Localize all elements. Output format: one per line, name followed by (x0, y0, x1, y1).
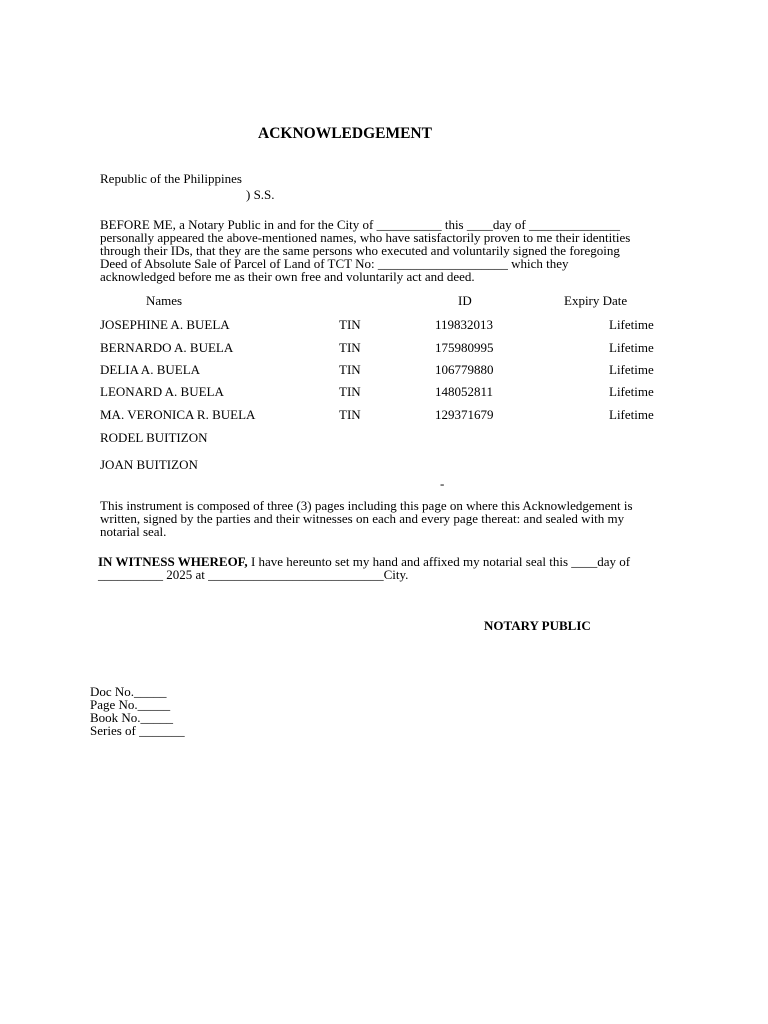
row-expiry: Lifetime (609, 384, 654, 399)
row-expiry: Lifetime (609, 340, 654, 355)
row-id-type: TIN (339, 362, 361, 377)
row-id-number: 148052811 (435, 384, 494, 399)
notary-public-label: NOTARY PUBLIC (484, 618, 591, 633)
row-name: JOAN BUITIZON (100, 457, 198, 472)
document-title: ACKNOWLEDGEMENT (258, 125, 432, 142)
page-number: Page No._____ (90, 697, 171, 712)
row-id-number: 129371679 (435, 407, 494, 422)
series-number: Series of _______ (90, 723, 185, 738)
expiry-header: Expiry Date (564, 293, 628, 308)
row-name: BERNARDO A. BUELA (100, 340, 234, 355)
row-name: RODEL BUITIZON (100, 430, 208, 445)
doc-number: Doc No._____ (90, 684, 167, 699)
row-id-number: 119832013 (435, 317, 494, 332)
paragraph-line: This instrument is composed of three (3) pages including this page on where this Acknowledgement is (100, 498, 633, 513)
paragraph-line: notarial seal. (100, 524, 167, 539)
row-id-type: TIN (339, 317, 361, 332)
witness-line-2: __________ 2025 at ___________________________City. (98, 567, 409, 582)
row-id-number: 106779880 (435, 362, 494, 377)
paragraph-line: Deed of Absolute Sale of Parcel of Land of TCT No: ____________________ which they (100, 256, 569, 271)
paragraph-line: BEFORE ME, a Notary Public in and for the City of __________ this ____day of ______________ (100, 217, 620, 232)
table-dash: - (440, 476, 445, 491)
id-header: ID (458, 293, 472, 308)
witness-bold: IN WITNESS WHEREOF, (98, 554, 248, 569)
row-name: LEONARD A. BUELA (100, 384, 224, 399)
row-expiry: Lifetime (609, 362, 654, 377)
paragraph-line: acknowledged before me as their own free and voluntarily act and deed. (100, 269, 475, 284)
row-id-type: TIN (339, 340, 361, 355)
paragraph-line: written, signed by the parties and their witnesses on each and every page thereat: and sealed with my (100, 511, 625, 526)
row-expiry: Lifetime (609, 317, 654, 332)
paragraph-line: personally appeared the above-mentioned names, who have satisfactorily proven to me their identities (100, 230, 631, 245)
row-name: JOSEPHINE A. BUELA (100, 317, 230, 332)
row-id-type: TIN (339, 407, 361, 422)
venue-line: Republic of the Philippines (100, 171, 242, 186)
row-name: MA. VERONICA R. BUELA (100, 407, 256, 422)
paragraph-line: through their IDs, that they are the same persons who executed and voluntarily signed the foregoing (100, 243, 620, 258)
witness-rest: I have hereunto set my hand and affixed my notarial seal this ____day of (247, 554, 631, 569)
names-header: Names (146, 293, 183, 308)
row-id-type: TIN (339, 384, 361, 399)
book-number: Book No._____ (90, 710, 174, 725)
row-expiry: Lifetime (609, 407, 654, 422)
row-name: DELIA A. BUELA (100, 362, 201, 377)
venue-ss: ) S.S. (246, 187, 275, 202)
row-id-number: 175980995 (435, 340, 494, 355)
